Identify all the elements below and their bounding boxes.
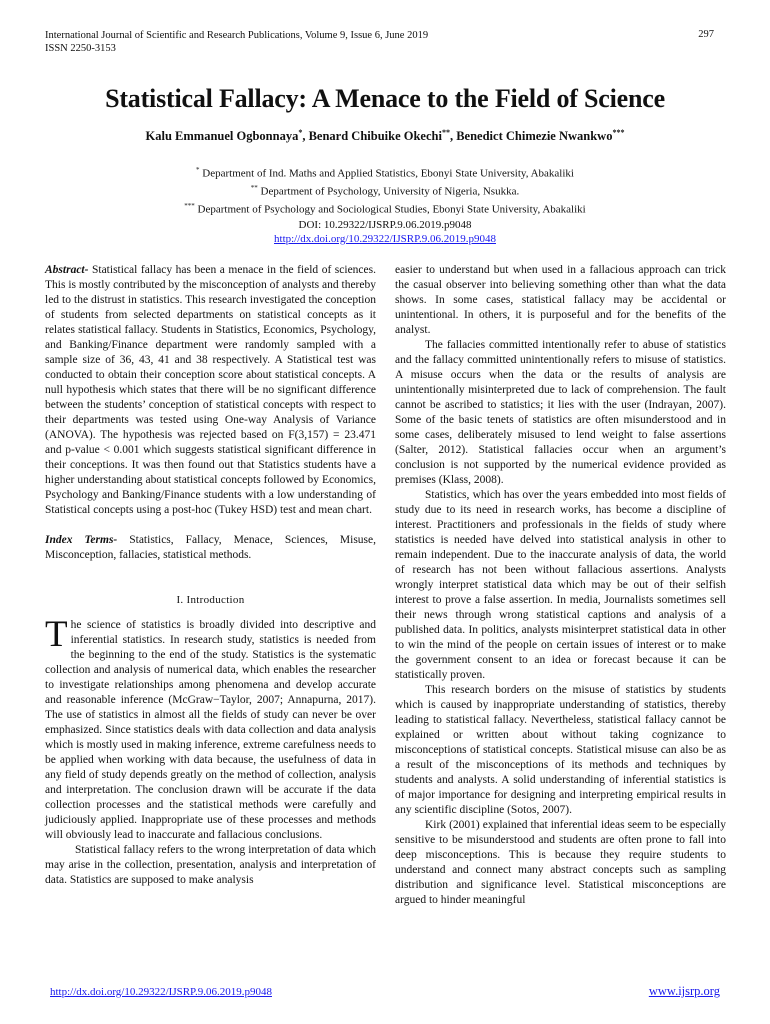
author-separator: ,	[449, 129, 457, 144]
intro-paragraph-2: Statistical fallacy refers to the wrong interpretation of data which may arise in the collection, presentation, analysis and interpretation of data. Statistics are supposed to make analysis	[45, 844, 376, 886]
abstract-text: Statistical fallacy has been a menace in the field of sciences. This is mostly contributed by the misconception of analysts and thereby led to the distrust in statistics. This research investigated the conception of students from selected departments on statistical concepts as it relates statistical fallacy. Students in Statistics, Economics, Psychology, and Banking/Finance department were randomly sampled with a sample size of 36, 43, 41 and 38 respectively. A Statistical test was conducted to obtain their conception score about statistical concepts. A null hypothesis which states that there will be no significant difference between the students’ conception of statistical concepts with respect to their departments was tested using One-way Analysis of Variance (ANOVA). The hypothesis was rejected based on F(3,157) = 23.471 and p-value < 0.001 which suggests statistical significant difference in their conceptions. It was then found out that Statistics students have a higher understanding about statistical concepts followed by Economics, Psychology and Banking/Finance students with a low understanding of Statistical concepts using a post-hoc (Tukey HSD) test and mean chart.	[45, 264, 376, 516]
affiliation-3-text: Department of Psychology and Sociological Studies, Ebonyi State University, Abakaliki	[194, 203, 586, 216]
left-column	[45, 263, 376, 888]
author-2: Benard Chibuike Okechi	[308, 129, 442, 144]
abstract	[45, 263, 376, 518]
footer-doi-link[interactable]: http://dx.doi.org/10.29322/IJSRP.9.06.2019.p9048	[50, 986, 272, 998]
issn: ISSN 2250-3153	[45, 43, 116, 54]
index-terms	[45, 533, 376, 563]
author-list	[0, 128, 770, 144]
right-paragraph-2: Statistics, which has over the years embedded into most fields of study due to its need in research works, has become a discipline of interest. Practitioners and professionals in the fields of study where statistics is needed have delved into statistical analysis in other to remain independent. Due to the inaccurate analysis of data, the world of research has not been without fallacious assertions. Analysts wrongly interpret statistical data which may be out of their selfish interest to prove a false assertion. In media, Journalists sometimes sell their news through wrong statistical captions and analysis of a published data. In politics, analysts misinterpret statistical data in other to win the mind of the people on certain issues of interest or to make the government consent to an idea or forecast because it can be statistically proven.	[395, 489, 726, 681]
right-paragraph-0: easier to understand but when used in a fallacious approach can trick the casual observer into believing something other than what the data shows. In some cases, statistical fallacy may be accidental or unintentional. In others, it is purposeful and for the benefits of the analyst.	[395, 264, 726, 336]
intro-paragraph-1	[45, 614, 376, 843]
author-1-mark: *	[298, 128, 303, 137]
affiliation-3	[0, 199, 770, 217]
author-3: Benedict Chimezie Nwankwo	[456, 129, 613, 144]
affiliation-3-mark: ***	[184, 202, 195, 211]
journal-name: International Journal of Scientific and Research Publications, Volume 9, Issue 6, June 2019	[45, 30, 429, 41]
affiliation-1-mark: *	[196, 166, 200, 174]
running-header	[45, 29, 428, 55]
affiliation-2	[0, 181, 770, 199]
index-terms-label: Index Terms-	[45, 534, 118, 546]
affiliation-1	[0, 163, 770, 181]
paper-title: Statistical Fallacy: A Menace to the Field of Science	[105, 84, 665, 113]
affiliation-2-mark: **	[250, 184, 258, 193]
index-terms-text: Statistics, Fallacy, Menace, Sciences, Misuse, Misconception, fallacies, statistical methods.	[45, 534, 377, 561]
author-1: Kalu Emmanuel Ogbonnaya	[145, 129, 299, 144]
right-paragraph-4: Kirk (2001) explained that inferential ideas seem to be especially sensitive to be misunderstood and students are often prone to fall into deep misconceptions. This is because they require students to understand and connect many abstract concepts such as sampling distribution and significance level. Statistical misconceptions are argued to hinder meaningful	[395, 819, 726, 906]
author-2-mark: **	[441, 128, 450, 137]
author-3-mark: ***	[612, 128, 625, 137]
doi-block	[0, 218, 770, 246]
doi-link[interactable]: http://dx.doi.org/10.29322/IJSRP.9.06.2019.p9048	[274, 233, 496, 245]
page-number: 297	[698, 29, 714, 40]
affiliation-2-text: Department of Psychology, University of Nigeria, Nsukka.	[257, 185, 520, 198]
section-heading-introduction: I. Introduction	[176, 594, 245, 606]
right-column	[395, 263, 726, 908]
intro-paragraph-1-text: he science of statistics is broadly divided into descriptive and inferential statistics. In research study, statistics is needed from the beginning to the end of the study. Statistics is the systematic collection and analysis of numerical data, which enables the researcher to investigate relationships among phenomena and develop accurate and reasonable inference (McGraw−Taylor, 2007; Annapurna, 2017). The use of statistics in almost all the fields of study can never be over emphasized. Since statistics deals with data collection and data analysis which is mostly used in making inference, extreme carefulness needs to be applied when working with data because, the usefulness of data in any field of study depends greatly on the method of collection, analysis and interpretation. The conclusion drawn will be accurate if the data collection processes and the statistical methods were carefully and judiciously applied. Inappropriate use of these processes and methods will obviously lead to inaccurate and fallacious conclusions.	[45, 619, 376, 841]
author-separator: ,	[302, 129, 309, 144]
footer-site-link[interactable]: www.ijsrp.org	[648, 984, 720, 998]
doi-text: DOI: 10.29322/IJSRP.9.06.2019.p9048	[298, 219, 472, 231]
abstract-label: Abstract-	[45, 264, 89, 276]
affiliations	[0, 163, 770, 217]
affiliation-1-text: Department of Ind. Maths and Applied Statistics, Ebonyi State University, Abakaliki	[199, 167, 574, 180]
drop-cap: T	[45, 614, 68, 655]
right-paragraph-3: This research borders on the misuse of statistics by students which is caused by inappropriate understanding of statistics, thereby leading to statistical fallacy. Nevertheless, statistical fallacy cannot be explained or written about without taking cognizance to misconceptions of statistical concepts. Statistical misuse can also be as a result of the misconceptions of its methods and techniques by students and analysts. A solid understanding of inferential statistics is of major importance for designing and interpreting empirical results in any scientific discipline (Sotos, 2007).	[395, 684, 726, 816]
right-paragraph-1: The fallacies committed intentionally refer to abuse of statistics and the fallacy committed unintentionally refers to misuse of statistics. A misuse occurs when the data or the results of analysis are unintentionally misinterpreted due to lack of comprehension. The fault cannot be ascribed to statistics; it lies with the user (Indrayan, 2007). Some of the basic tenets of statistics are often misunderstood and in some cases, deliberately misused to lend weight to false assertions (Salter, 2012). Statistical fallacies occur when an argument’s conclusion is not supported by the numerical evidence provided as premises (Klass, 2008).	[395, 339, 726, 486]
